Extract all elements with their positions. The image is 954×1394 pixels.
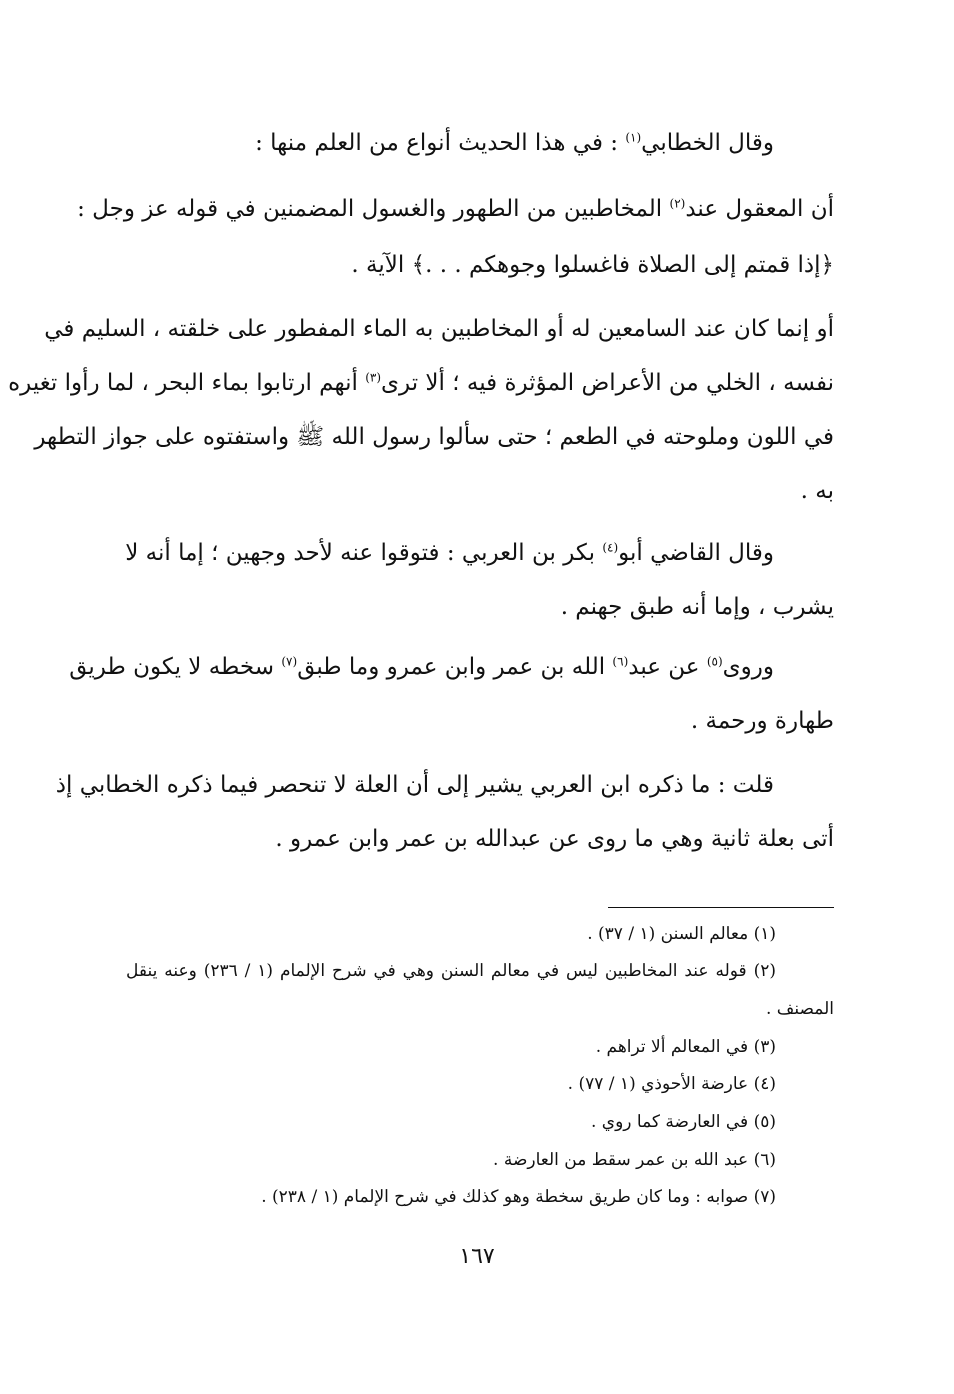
text-run: عن عبد	[628, 654, 707, 680]
footnote-2-line-1: (٢) قوله عند المخاطبين ليس في معالم السنن وهي في شرح الإلمام (١ / ٢٣٦) وعنه ينقل	[126, 961, 776, 981]
paragraph-5-line-1	[69, 650, 774, 684]
text-run: أن المعقول عند	[685, 196, 834, 222]
text-run: وقال الخطابي	[641, 130, 774, 156]
paragraph-5-line-2: طهارة ورحمة .	[690, 708, 834, 734]
text-run: وقال القاضي أبو	[618, 540, 774, 566]
footnote-3: (٣) في المعالم ألا تراهم .	[595, 1037, 776, 1057]
paragraph-4-line-1	[126, 536, 774, 570]
paragraph-3-line-1: أو إنما كان عند السامعين له أو المخاطبين به الماء المفطور على خلقته ، السليم في	[44, 316, 834, 342]
text-run: الله بن عمر وابن عمرو وما طبق	[297, 654, 613, 680]
text-run: : في هذا الحديث أنواع من العلم منها :	[255, 130, 626, 156]
footnote-6: (٦) عبد الله بن عمر سقط من العارضة .	[493, 1150, 776, 1170]
footnote-ref-4: (٤)	[602, 540, 619, 555]
paragraph-6-line-2: أتى بعلة ثانية وهي ما روى عن عبدالله بن عمر وابن عمرو .	[275, 826, 834, 852]
text-run: بكر بن العربي : فتوقوا عنه لأحد وجهين ؛ إما أنه لا	[125, 540, 603, 566]
text-run: نفسه ، الخلي من الأعراض المؤثرة فيه ؛ ألا ترى	[381, 370, 834, 396]
footnote-ref-7: (٧)	[281, 654, 298, 669]
footnote-7: (٧) صوابه : وما كان طريق سخطة وهو كذلك في شرح الإلمام (١ / ٢٣٨) .	[261, 1187, 776, 1207]
footnote-5: (٥) في العارضة كما روي .	[590, 1112, 776, 1132]
text-run: سخطه لا يكون طريق	[69, 654, 282, 680]
footnote-4: (٤) عارضة الأحوذي (١ / ٧٧) .	[567, 1074, 776, 1094]
footnote-2-line-2: المصنف .	[765, 999, 834, 1019]
footnote-ref-5: (٥)	[706, 654, 723, 669]
footnote-ref-1: (١)	[625, 130, 642, 145]
footnote-divider	[608, 907, 834, 908]
paragraph-2-line-1	[77, 192, 834, 226]
text-run: أنهم ارتابوا بماء البحر ، لما رأوا تغيره	[8, 370, 366, 396]
paragraph-3-line-2	[8, 366, 834, 400]
footnote-ref-2: (٢)	[669, 196, 686, 211]
paragraph-3-line-4: به .	[800, 478, 834, 504]
footnote-1: (١) معالم السنن (١ / ٣٧) .	[587, 924, 776, 944]
footnote-ref-6: (٦)	[612, 654, 629, 669]
paragraph-6-line-1: قلت : ما ذكره ابن العربي يشير إلى أن العلة لا تنحصر فيما ذكره الخطابي إذ	[55, 772, 774, 798]
paragraph-2-line-2: ﴿إذا قمتم إلى الصلاة فاغسلوا وجوهكم . . .﴾ الآية .	[351, 252, 834, 278]
paragraph-4-line-2: يشرب ، وإما أنه طبق جهنم .	[560, 594, 834, 620]
footnote-ref-3: (٣)	[365, 370, 382, 385]
paragraph-3-line-3: في اللون وملوحته في الطعم ؛ حتى سألوا رسول الله ﷺ واستفتوه على جواز التطهر	[34, 424, 834, 450]
text-run: وروى	[722, 654, 774, 680]
text-run: المخاطبين من الطهور والغسول المضمنين في قوله عز وجل :	[77, 196, 670, 222]
paragraph-1-line-1	[255, 126, 774, 160]
page-number: ١٦٧	[459, 1244, 495, 1269]
